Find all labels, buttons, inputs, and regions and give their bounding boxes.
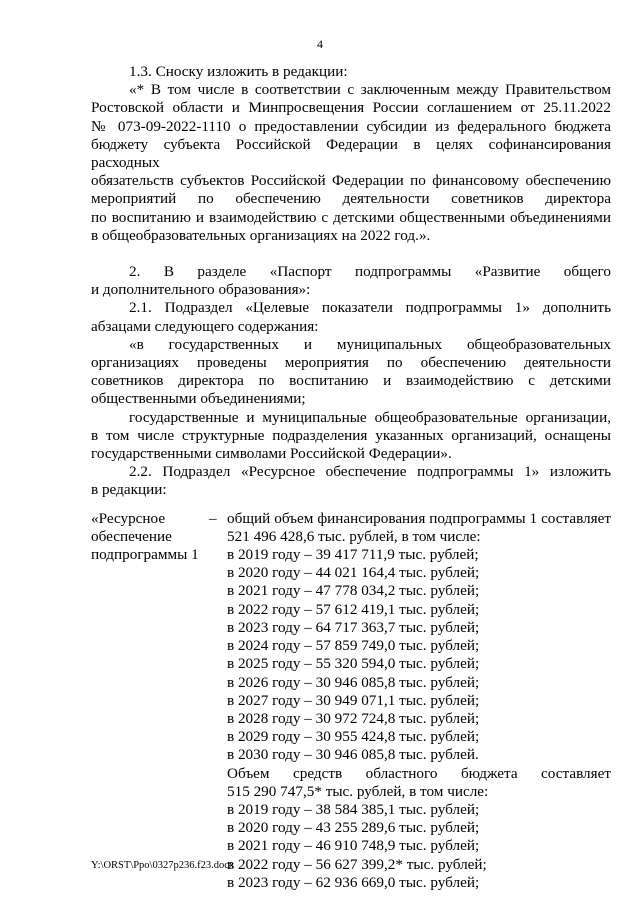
section-1-3-heading: 1.3. Сноску изложить в редакции: — [129, 63, 348, 80]
footnote-text-line: Ростовской области и Минпросвещения России соглашением от 25.11.2022 — [91, 99, 611, 117]
footnote-text-line: № 073-09-2022-1110 о предоставлении субсидии из федерального бюджета — [91, 117, 611, 135]
paragraph-line: общественными объединениями; — [91, 390, 306, 408]
section-2-line: 2. В разделе «Паспорт подпрограммы «Развитие общего — [129, 263, 611, 281]
year-row: в 2029 году – 30 955 424,8 тыс. рублей; — [227, 728, 480, 746]
section-2-1-line: 2.1. Подраздел «Целевые показатели подпрограммы 1» дополнить — [129, 299, 611, 317]
year-row: в 2023 году – 64 717 363,7 тыс. рублей; — [227, 618, 480, 636]
resource-label-line: «Ресурсное — [91, 509, 166, 527]
year-row: в 2021 году – 47 778 034,2 тыс. рублей; — [227, 582, 480, 600]
regional-funding-line: Объем средств областного бюджета составляет — [227, 764, 611, 782]
resource-values — [227, 510, 611, 892]
year-row: в 2026 году – 30 946 085,8 тыс. рублей; — [227, 673, 480, 691]
document-body — [91, 63, 611, 892]
section-2-1-line: абзацами следующего содержания: — [91, 317, 319, 335]
year-row: в 2022 году – 56 627 399,2* тыс. рублей; — [227, 855, 487, 873]
year-row: в 2024 году – 57 859 749,0 тыс. рублей; — [227, 637, 480, 655]
year-row: в 2025 году – 55 320 594,0 тыс. рублей; — [227, 655, 480, 673]
year-row: в 2027 году – 30 949 071,1 тыс. рублей; — [227, 691, 480, 709]
section-2-2-line: в редакции: — [91, 481, 167, 499]
footnote-text-line: бюджету субъекта Российской Федерации в целях софинансирования расходных — [91, 135, 611, 172]
dash: – — [209, 509, 217, 527]
paragraph-line: советников директора по воспитанию и взаимодействию с детскими — [91, 372, 611, 390]
paragraph-line: организациях проведены мероприятия по обеспечению деятельности — [91, 354, 611, 372]
paragraph-line: государственными символами Российской Федерации». — [91, 445, 452, 463]
resource-table — [91, 510, 611, 892]
year-row: в 2019 году – 38 584 385,1 тыс. рублей; — [227, 800, 480, 818]
paragraph-line: «в государственных и муниципальных общеобразовательных — [129, 335, 611, 353]
paragraph-line: государственные и муниципальные общеобразовательные организации, — [129, 408, 611, 426]
year-row: в 2028 году – 30 972 724,8 тыс. рублей; — [227, 709, 480, 727]
footnote-text-line: мероприятий по обеспечению деятельности советников директора — [91, 190, 611, 208]
year-row: в 2021 году – 46 910 748,9 тыс. рублей; — [227, 837, 480, 855]
resource-label-line: подпрограммы 1 — [91, 546, 199, 564]
year-row: в 2020 году – 43 255 289,6 тыс. рублей; — [227, 819, 480, 837]
footnote-text-line: обязательств субъектов Российской Федерации по финансовому обеспечению — [91, 172, 611, 190]
year-row: в 2019 году – 39 417 711,9 тыс. рублей; — [227, 546, 479, 564]
footnote-text-line: «* В том числе в соответствии с заключенным между Правительством — [129, 81, 611, 99]
regional-funding-line: 515 290 747,5* тыс. рублей, в том числе: — [227, 782, 489, 800]
year-row: в 2023 году – 62 936 669,0 тыс. рублей; — [227, 873, 480, 891]
total-funding-line: 521 496 428,6 тыс. рублей, в том числе: — [227, 527, 481, 545]
section-2-2-line: 2.2. Подраздел «Ресурсное обеспечение подпрограммы 1» изложить — [129, 463, 611, 481]
year-row: в 2030 году – 30 946 085,8 тыс. рублей. — [227, 746, 479, 764]
resource-label — [91, 510, 209, 892]
file-path-footer: Y:\ORST\Ppo\0327p236.f23.docx — [91, 860, 235, 871]
footnote-text-line: в общеобразовательных организациях на 2022 год.». — [91, 226, 431, 244]
total-funding-line: общий объем финансирования подпрограммы 1 составляет — [227, 509, 611, 527]
year-row: в 2020 году – 44 021 164,4 тыс. рублей; — [227, 564, 480, 582]
paragraph-line: в том числе структурные подразделения указанных организаций, оснащены — [91, 426, 611, 444]
section-2-line: и дополнительного образования»: — [91, 281, 311, 299]
year-row: в 2022 году – 57 612 419,1 тыс. рублей; — [227, 600, 480, 618]
resource-label-line: обеспечение — [91, 527, 172, 545]
resource-dash — [209, 510, 227, 892]
page-number: 4 — [317, 37, 323, 51]
footnote-text-line: по воспитанию и взаимодействию с детскими общественными объединениями — [91, 208, 611, 226]
